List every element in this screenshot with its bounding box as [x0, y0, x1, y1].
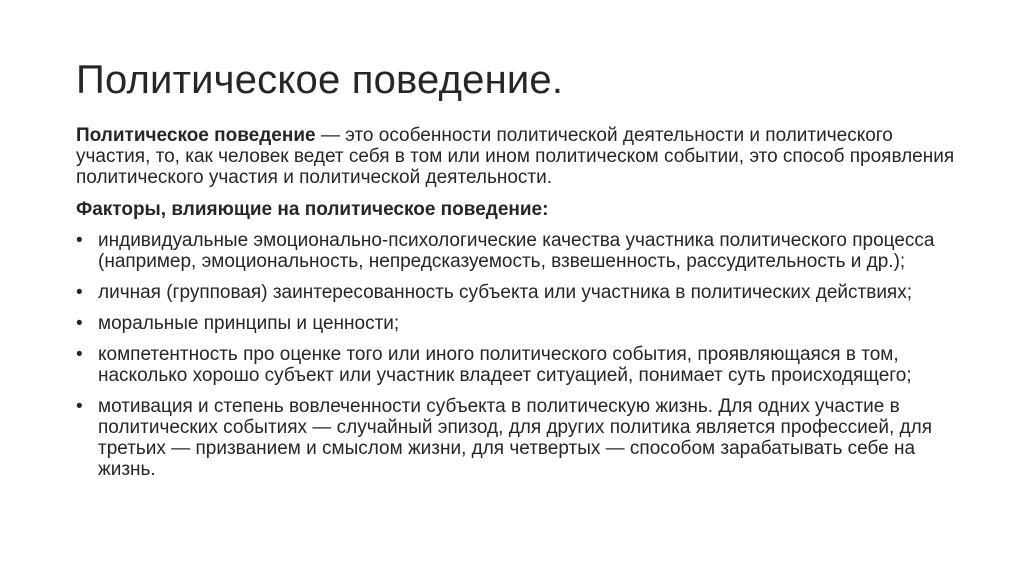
definition-paragraph	[76, 125, 956, 188]
list-item	[76, 396, 956, 480]
bullet-icon: •	[76, 313, 83, 334]
factors-heading: Факторы, влияющие на политическое поведение:	[76, 199, 549, 220]
factors-list	[76, 230, 956, 480]
list-item-text: моральные принципы и ценности;	[98, 313, 400, 334]
list-item	[76, 230, 956, 272]
list-item-text: индивидуальные эмоционально-психологические качества участника политического процесса (например, эмоциональность, непредсказуемость, взвешенность, рассудительность и др.);	[98, 230, 935, 272]
slide-content	[76, 125, 956, 490]
list-item-text: личная (групповая) заинтересованность субъекта или участника в политических действиях;	[98, 282, 913, 303]
bullet-icon: •	[76, 282, 83, 303]
list-item-text: мотивация и степень вовлеченности субъекта в политическую жизнь. Для одних участие в политических событиях — случайный эпизод, для других политика является профессией, для третьих — призванием и смыслом жизни, для четвертых — способом зарабатывать себе на жизнь.	[98, 396, 932, 480]
bullet-icon: •	[76, 344, 83, 365]
definition-term: Политическое поведение	[76, 125, 316, 146]
list-item	[76, 344, 956, 386]
definition-text: — это особенности политической деятельности и политического участия, то, как человек ведет себя в том или ином политическом событии, это способ проявления политического участия и политической деятельности.	[76, 125, 955, 188]
bullet-icon: •	[76, 230, 83, 251]
list-item-text: компетентность про оценке того или иного политического события, проявляющаяся в том, насколько хорошо субъект или участник владеет ситуацией, понимает суть происходящего;	[98, 344, 912, 386]
list-item	[76, 313, 956, 334]
bullet-icon: •	[76, 396, 83, 417]
slide-title: Политическое поведение.	[76, 58, 564, 102]
list-item	[76, 282, 956, 303]
